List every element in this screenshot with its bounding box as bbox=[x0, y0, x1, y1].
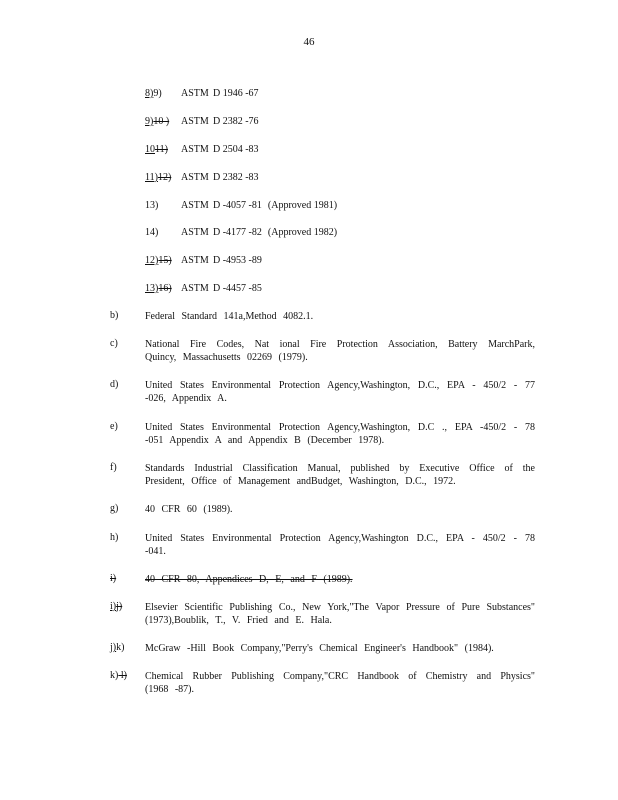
reference-text: United States Environmental Protection Agency,Washington, D.C., EPA - 450/2 - 77 -026, Appendix A. bbox=[145, 380, 535, 404]
item-number-part: 12) bbox=[145, 255, 159, 266]
standard-code: D 2382 -76 bbox=[213, 116, 259, 127]
item-number-part: 8) bbox=[145, 88, 154, 99]
standard-name: ASTM bbox=[181, 200, 209, 211]
reference-label-part: k) bbox=[116, 642, 125, 653]
item-number-part: 11) bbox=[155, 144, 168, 155]
standard-code: D -4457 -85 bbox=[213, 283, 262, 294]
reference-text: 40 CFR 80, Appendices D, E, and F (1989). bbox=[145, 574, 353, 585]
item-number-part: 14) bbox=[145, 227, 159, 238]
astm-item bbox=[145, 87, 259, 101]
astm-item bbox=[145, 254, 262, 268]
standard-code: D -4953 -89 bbox=[213, 255, 262, 266]
item-number-part: 12) bbox=[157, 172, 172, 183]
reference-label-part: j) bbox=[110, 642, 117, 653]
reference-label-part: b) bbox=[110, 310, 119, 321]
item-number bbox=[145, 254, 181, 268]
reference-label bbox=[110, 379, 118, 390]
item-number-part: 11) bbox=[145, 172, 158, 183]
astm-item bbox=[145, 171, 259, 185]
reference-label bbox=[110, 601, 122, 612]
reference-label bbox=[110, 532, 118, 543]
item-number bbox=[145, 171, 181, 185]
reference-text: Standards Industrial Classification Manual, published by Executive Office of the President, Office of Management andBudget, Washington, D.C., 1972. bbox=[145, 463, 535, 487]
reference-text: 40 CFR 60 (1989). bbox=[145, 504, 233, 515]
astm-item bbox=[145, 115, 259, 129]
item-number bbox=[145, 115, 181, 129]
standard-code: D -4057 -81 bbox=[213, 200, 262, 211]
reference-text: United States Environmental Protection Agency,Washington D.C., EPA - 450/2 - 78 -041. bbox=[145, 533, 535, 557]
reference-text: Elsevier Scientific Publishing Co., New York,"The Vapor Pressure of Pure Substances" (1973),Boublik, T., V. Fried and E. Hala. bbox=[145, 602, 535, 626]
approval-note: (Approved 1981) bbox=[267, 200, 338, 211]
astm-item bbox=[145, 143, 259, 157]
standard-code: D 1946 -67 bbox=[213, 88, 259, 99]
item-number-part: 10 bbox=[145, 144, 155, 155]
item-number-part: 15) bbox=[158, 255, 172, 266]
astm-item bbox=[145, 282, 262, 296]
reference-label bbox=[110, 670, 127, 681]
standard-code: D -4177 -82 bbox=[213, 227, 262, 238]
reference-label bbox=[110, 503, 118, 514]
item-number bbox=[145, 199, 181, 213]
standard-name: ASTM bbox=[181, 172, 209, 183]
item-number-part: 9) bbox=[153, 88, 162, 99]
reference-label bbox=[110, 573, 116, 584]
standard-name: ASTM bbox=[181, 116, 209, 127]
approval-note: (Approved 1982) bbox=[267, 227, 338, 238]
item-number-part: 13) bbox=[145, 283, 159, 294]
standard-name: ASTM bbox=[181, 283, 209, 294]
item-number bbox=[145, 282, 181, 296]
astm-item bbox=[145, 226, 337, 240]
reference-label-part: l) bbox=[118, 670, 127, 681]
reference-label-part: i) bbox=[110, 601, 117, 612]
reference-label-part: k) bbox=[110, 670, 119, 681]
reference-label-part: d) bbox=[110, 379, 119, 390]
reference-label bbox=[110, 338, 118, 349]
reference-text: Chemical Rubber Publishing Company,"CRC Handbook of Chemistry and Physics" (1968 -87). bbox=[145, 671, 535, 695]
item-number-part: 13) bbox=[145, 200, 159, 211]
reference-label-part: g) bbox=[110, 503, 119, 514]
standard-name: ASTM bbox=[181, 88, 209, 99]
reference-label bbox=[110, 421, 118, 432]
reference-label-part: i) bbox=[110, 573, 117, 584]
reference-label-part: e) bbox=[110, 421, 118, 432]
standard-code: D 2382 -83 bbox=[213, 172, 259, 183]
reference-label bbox=[110, 462, 117, 473]
item-number-part: 10 ) bbox=[153, 116, 170, 127]
standard-name: ASTM bbox=[181, 144, 209, 155]
item-number-part: 16) bbox=[158, 283, 172, 294]
reference-text: McGraw -Hill Book Company,"Perry's Chemical Engineer's Handbook" (1984). bbox=[145, 643, 494, 654]
item-number bbox=[145, 87, 181, 101]
reference-text: United States Environmental Protection Agency,Washington, D.C ., EPA -450/2 - 78 -051 Appendix A and Appendix B (December 1978). bbox=[145, 422, 535, 446]
standard-name: ASTM bbox=[181, 227, 209, 238]
item-number-part: 9) bbox=[145, 116, 154, 127]
standard-code: D 2504 -83 bbox=[213, 144, 259, 155]
reference-label-part: h) bbox=[110, 532, 119, 543]
reference-label-part: j) bbox=[116, 601, 123, 612]
reference-label-part: f) bbox=[110, 462, 117, 473]
reference-label-part: c) bbox=[110, 338, 118, 349]
item-number bbox=[145, 226, 181, 240]
standard-name: ASTM bbox=[181, 255, 209, 266]
astm-item bbox=[145, 199, 337, 213]
page-number: 46 bbox=[303, 36, 315, 48]
reference-label bbox=[110, 310, 118, 321]
reference-text: National Fire Codes, Nat ional Fire Protection Association, Battery MarchPark, Quincy, Massachusetts 02269 (1979). bbox=[145, 339, 535, 363]
reference-label bbox=[110, 642, 124, 653]
reference-text: Federal Standard 141a,Method 4082.1. bbox=[145, 311, 314, 322]
item-number bbox=[145, 143, 181, 157]
